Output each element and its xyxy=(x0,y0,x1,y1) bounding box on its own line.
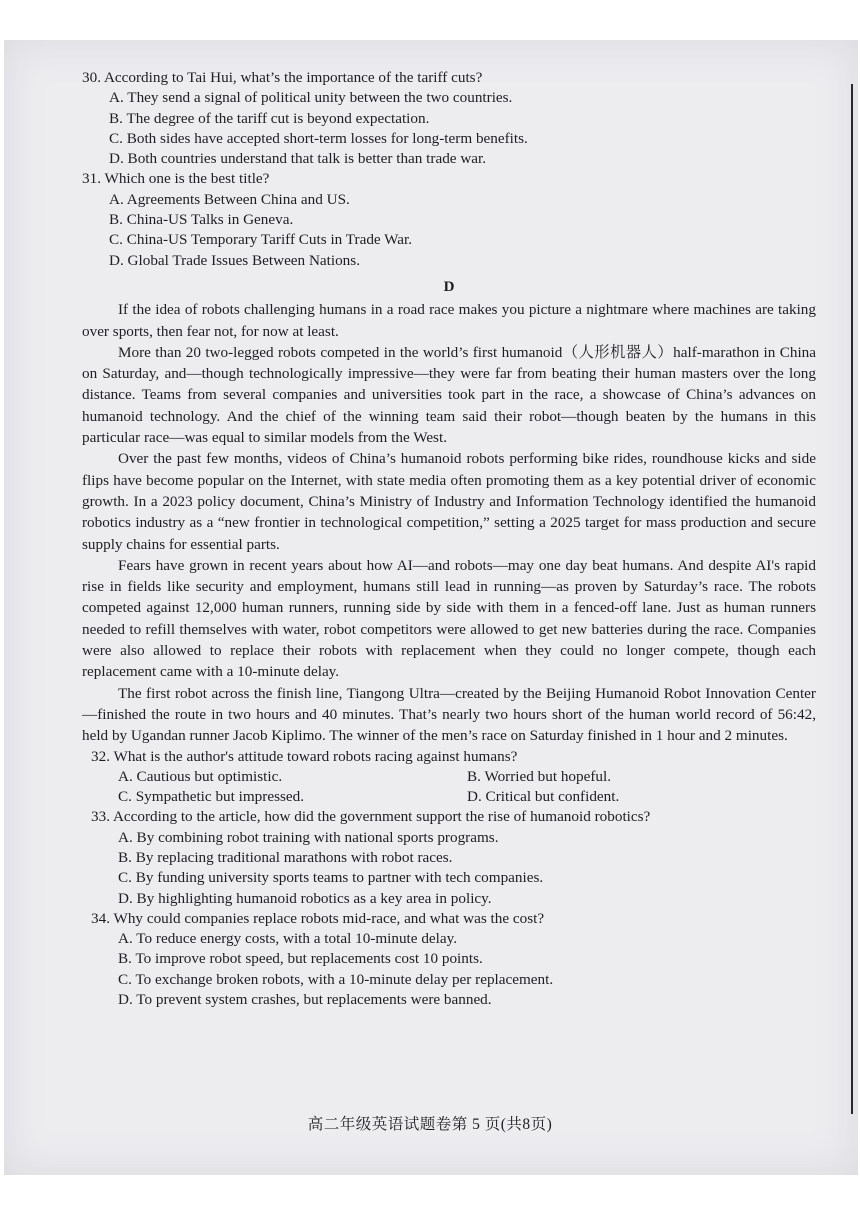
option-b: B. To improve robot speed, but replacements cost 10 points. xyxy=(118,950,483,968)
option-d: D. By highlighting humanoid robotics as a key area in policy. xyxy=(118,889,492,907)
option-d: D. To prevent system crashes, but replacements were banned. xyxy=(118,991,492,1009)
option-row xyxy=(118,787,816,807)
passage-paragraph: The first robot across the finish line, Tiangong Ultra—created by the Beijing Humanoid Robot Innovation Center—finished the route in two hours and 40 minutes. That’s nearly two hours short of the human world record of 56:42, held by Ugandan runner Jacob Kiplimo. The winner of the men’s race on Saturday finished in 1 hour and 2 minutes. xyxy=(82,684,816,745)
question-stem: 34. Why could companies replace robots mid-race, and what was the cost? xyxy=(91,909,545,927)
passage-paragraph: Fears have grown in recent years about how AI—and robots—may one day beat humans. And despite AI's rapid rise in fields like security and employment, humans still lead in running—as proven by Saturday’s race. The robots competed against 12,000 human runners, running side by side with them in a fenced-off lane. Just as human runners needed to refill themselves with water, robot competitors were allowed to get new batteries during the race. Companies were also allowed to replace their robots with replacement when they could no longer compete, though each replacement came with a 10-minute delay. xyxy=(82,556,816,681)
question-30 xyxy=(82,68,816,169)
page-footer: 高二年级英语试题卷第 5 页(共8页) xyxy=(307,1116,553,1133)
option-c: C. Sympathetic but impressed. xyxy=(118,788,305,806)
question-32 xyxy=(82,747,816,808)
option-d: D. Both countries understand that talk is better than trade war. xyxy=(109,150,487,168)
passage-paragraph: If the idea of robots challenging humans in a road race makes you picture a nightmare where machines are taking over sports, then fear not, for now at least. xyxy=(82,301,816,340)
option-a: A. Cautious but optimistic. xyxy=(118,767,283,785)
option-d: D. Critical but confident. xyxy=(467,788,620,806)
option-b: B. Worried but hopeful. xyxy=(467,767,612,785)
option-c: C. Both sides have accepted short-term losses for long-term benefits. xyxy=(109,129,528,147)
option-c: C. China-US Temporary Tariff Cuts in Trade War. xyxy=(109,231,413,249)
option-a: A. To reduce energy costs, with a total 10-minute delay. xyxy=(118,930,458,948)
option-b: B. The degree of the tariff cut is beyond expectation. xyxy=(109,109,430,127)
passage-paragraph: Over the past few months, videos of China’s humanoid robots performing bike rides, roundhouse kicks and side flips have become popular on the Internet, with state media often promoting them as a key potential driver of economic growth. In a 2023 policy document, China’s Ministry of Industry and Information Technology identified the humanoid robotics industry as a “new frontier in technological competition,” setting a 2025 target for mass production and secure supply chains for essential parts. xyxy=(82,450,816,553)
exam-content xyxy=(82,68,816,1010)
option-c: C. By funding university sports teams to partner with tech companies. xyxy=(118,869,544,887)
question-stem: 30. According to Tai Hui, what’s the importance of the tariff cuts? xyxy=(82,69,483,86)
option-d: D. Global Trade Issues Between Nations. xyxy=(109,251,360,269)
option-a: A. Agreements Between China and US. xyxy=(109,190,350,208)
section-title: D xyxy=(443,278,455,295)
question-stem: 33. According to the article, how did the government support the rise of humanoid robotics? xyxy=(91,808,651,826)
option-row xyxy=(118,767,816,787)
option-c: C. To exchange broken robots, with a 10-minute delay per replacement. xyxy=(118,970,554,988)
question-34 xyxy=(82,909,816,1010)
question-31 xyxy=(82,169,816,270)
page-edge-line xyxy=(851,84,853,1114)
option-b: B. By replacing traditional marathons with robot races. xyxy=(118,848,453,866)
question-stem: 31. Which one is the best title? xyxy=(82,170,270,188)
option-a: A. By combining robot training with national sports programs. xyxy=(118,828,499,846)
option-a: A. They send a signal of political unity between the two countries. xyxy=(109,89,513,107)
reading-passage xyxy=(82,299,816,746)
question-33 xyxy=(82,807,816,908)
question-stem: 32. What is the author's attitude toward robots racing against humans? xyxy=(91,747,518,765)
option-b: B. China-US Talks in Geneva. xyxy=(109,211,294,229)
passage-paragraph: More than 20 two-legged robots competed in the world’s first humanoid（人形机器人）half-marathon in China on Saturday, and—though technologically impressive—they were far from beating their human masters over the long distance. Teams from several companies and universities took part in the race, a showcase of China’s advances on humanoid technology. And the chief of the winning team said their robot—though beaten by the humans in this particular race—was equal to similar models from the West. xyxy=(82,343,816,447)
